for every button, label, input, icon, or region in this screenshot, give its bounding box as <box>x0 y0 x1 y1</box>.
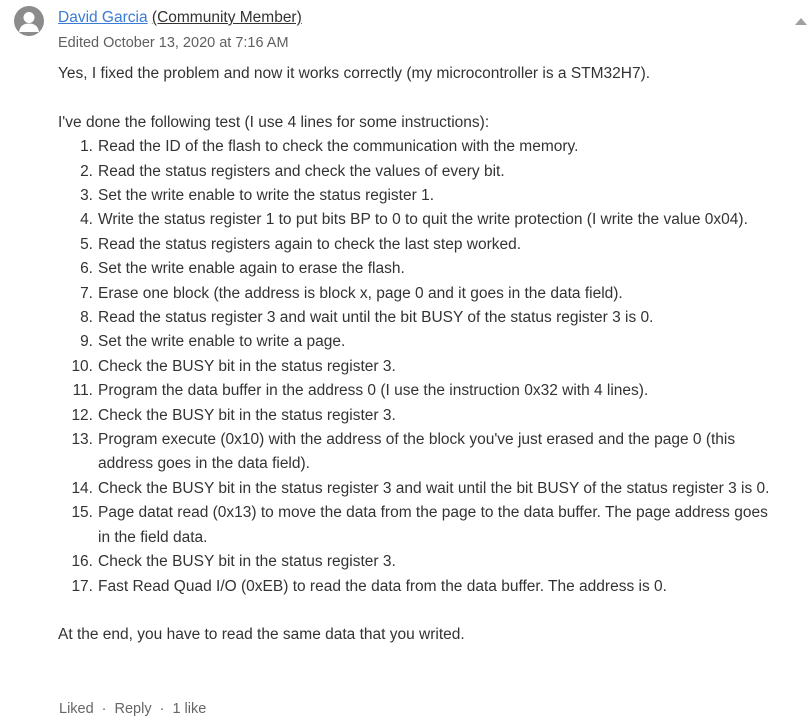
liked-button[interactable]: Liked <box>59 701 94 717</box>
list-item <box>80 306 778 330</box>
list-item-text: Check the BUSY bit in the status register 3. <box>98 406 396 424</box>
separator: · <box>101 701 107 717</box>
list-item-text: Page datat read (0x13) to move the data from the page to the data buffer. The page address goes in the field data. <box>98 504 768 546</box>
list-item-number: 14. <box>71 479 93 497</box>
user-silhouette-icon <box>14 6 44 36</box>
list-item-text: Erase one block (the address is block x, page 0 and it goes in the data field). <box>98 284 623 302</box>
list-item-text: Read the status registers and check the values of every bit. <box>98 162 505 180</box>
list-item-text: Set the write enable to write a page. <box>98 333 346 351</box>
list-item <box>80 160 778 184</box>
list-item-number: 4. <box>80 211 93 229</box>
list-item-number: 8. <box>80 309 93 327</box>
test-intro: I've done the following test (I use 4 lines for some instructions): <box>58 113 490 131</box>
list-item <box>71 355 778 379</box>
list-item <box>80 282 778 306</box>
separator: · <box>159 701 165 717</box>
post-intro: Yes, I fixed the problem and now it works correctly (my microcontroller is a STM32H7). <box>58 65 651 82</box>
list-item-text: Read the ID of the flash to check the communication with the memory. <box>98 138 579 156</box>
list-item <box>80 330 778 354</box>
list-item <box>72 379 778 403</box>
list-item <box>80 208 778 232</box>
scroll-up-arrow-icon[interactable] <box>795 18 807 25</box>
list-item <box>80 135 778 159</box>
likes-count-link[interactable]: 1 like <box>172 701 207 717</box>
list-item-text: Fast Read Quad I/O (0xEB) to read the data from the data buffer. The address is 0. <box>98 577 667 595</box>
list-item-number: 13. <box>71 431 93 449</box>
post-outro: At the end, you have to read the same data that you writed. <box>58 626 465 644</box>
list-item <box>71 404 778 428</box>
list-item-text: Program execute (0x10) with the address of the block you've just erased and the page 0 (this address goes in the data field). <box>98 431 736 473</box>
list-item-text: Set the write enable to write the status register 1. <box>98 187 435 205</box>
list-item-number: 15. <box>71 504 93 522</box>
list-item-number: 7. <box>80 284 93 302</box>
list-item-number: 2. <box>80 162 93 180</box>
list-item <box>80 184 778 208</box>
list-item-number: 5. <box>80 235 93 253</box>
list-item-text: Read the status registers again to check the last step worked. <box>98 235 522 253</box>
post-footer <box>59 699 206 719</box>
list-item <box>80 257 778 281</box>
avatar[interactable] <box>14 6 44 36</box>
list-item-number: 9. <box>80 333 93 351</box>
list-item-number: 11. <box>72 382 93 400</box>
list-item-number: 16. <box>71 553 93 571</box>
list-item <box>71 501 778 550</box>
post-header <box>58 8 302 28</box>
list-item-number: 6. <box>80 260 93 278</box>
reply-button[interactable]: Reply <box>114 701 152 717</box>
steps-list <box>58 135 778 599</box>
author-name-link[interactable]: David Garcia <box>58 9 148 26</box>
list-item-text: Check the BUSY bit in the status register 3. <box>98 553 396 571</box>
list-item <box>71 550 778 574</box>
post-body <box>58 62 778 648</box>
list-item-text: Check the BUSY bit in the status register 3 and wait until the bit BUSY of the status register 3 is 0. <box>98 479 770 497</box>
list-item-number: 3. <box>80 187 93 205</box>
list-item-number: 17. <box>71 577 93 595</box>
list-item <box>71 575 778 599</box>
list-item-text: Read the status register 3 and wait until the bit BUSY of the status register 3 is 0. <box>98 309 654 327</box>
list-item <box>71 428 778 477</box>
list-item <box>80 233 778 257</box>
list-item-text: Set the write enable again to erase the flash. <box>98 260 405 278</box>
list-item-text: Program the data buffer in the address 0 (I use the instruction 0x32 with 4 lines). <box>98 382 649 400</box>
list-item-text: Write the status register 1 to put bits BP to 0 to quit the write protection (I write the value 0x04). <box>98 211 748 229</box>
list-item-number: 12. <box>71 406 93 424</box>
list-item-text: Check the BUSY bit in the status register 3. <box>98 357 396 375</box>
list-item <box>71 477 778 501</box>
list-item-number: 1. <box>80 138 93 156</box>
author-role: (Community Member) <box>151 9 302 26</box>
list-item-number: 10. <box>71 357 93 375</box>
edited-timestamp: Edited October 13, 2020 at 7:16 AM <box>58 35 289 51</box>
